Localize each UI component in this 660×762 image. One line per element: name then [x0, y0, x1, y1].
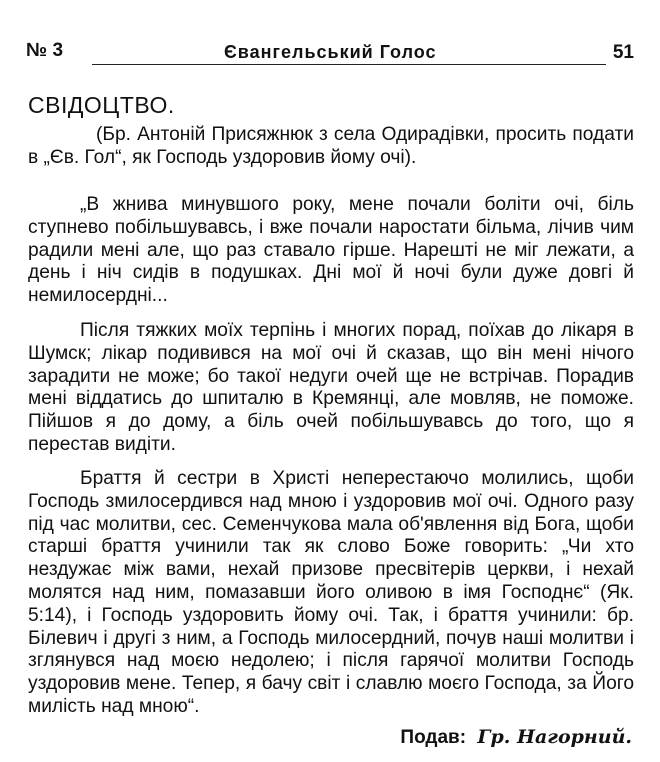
article-intro [28, 124, 634, 170]
journal-page [24, 30, 636, 64]
intro-text: (Бр. Антоній Присяжнюк з села Одирадівки, просить подати в „Єв. Гол“, як Господь уздоровив йому очі). [28, 124, 634, 168]
paragraph-2: Після тяжких моїх терпінь і многих порад, поїхав до лікаря в Шумск; лікар подивився на мої очі й сказав, що він мені нічого зарадити не може; бо такої недуги очей ще не встрічав. Порадив мені віддатись до шпиталю в Кремянці, але мовляв, не поможе. Пійшов я до дому, а біль очей побільшувавсь до того, що я перестав видіти. [28, 320, 634, 455]
header-rule [92, 64, 606, 65]
submitted-by [400, 726, 632, 749]
page-header [24, 30, 636, 64]
paragraph-1: „В жнива минувшого року, мене почали боліти очі, біль ступнево побільшувавсь, і вже почали наростати більма, лічив чим радили мені але, що раз ставало гірше. Нарешті не міг лежати, а день і ніч сидів в подушках. Дні мої й ночі були дуже довгі й немилосердні... [28, 194, 634, 307]
submitted-name: Гр. Нагорний. [477, 726, 632, 748]
paragraph-3: Браття й сестри в Христі неперестаючо молились, щоби Господь змилосердився над мною і уздоровив мої очі. Одного разу під час молитви, сес. Семенчукова мала об'явлення від Бога, щоби старші браття учинили так як слово Боже говорить: „Чи хто нездужає між вами, нехай призове пресвітерів церкви, і нехай молятся над ним, помазавши його оливою в імя Господнє“ (Як. 5:14), і Господь уздоровить йому очі. Так, і браття учинили: бр. Білевич і другі з ним, а Господь милосердний, почув наші молитви і зглянувся над моєю недолею; і після гарячої молитви Господь уздоровив мене. Тепер, я бачу світ і славлю моєго Господа, за Його милість над мною“. [28, 468, 634, 717]
article-title: СВІДОЦТВО. [28, 92, 175, 118]
page-number: 51 [612, 42, 634, 63]
submitted-label: Подав: [400, 727, 467, 748]
journal-title: Євангельський Голос [224, 42, 437, 62]
issue-number: № 3 [26, 40, 64, 61]
